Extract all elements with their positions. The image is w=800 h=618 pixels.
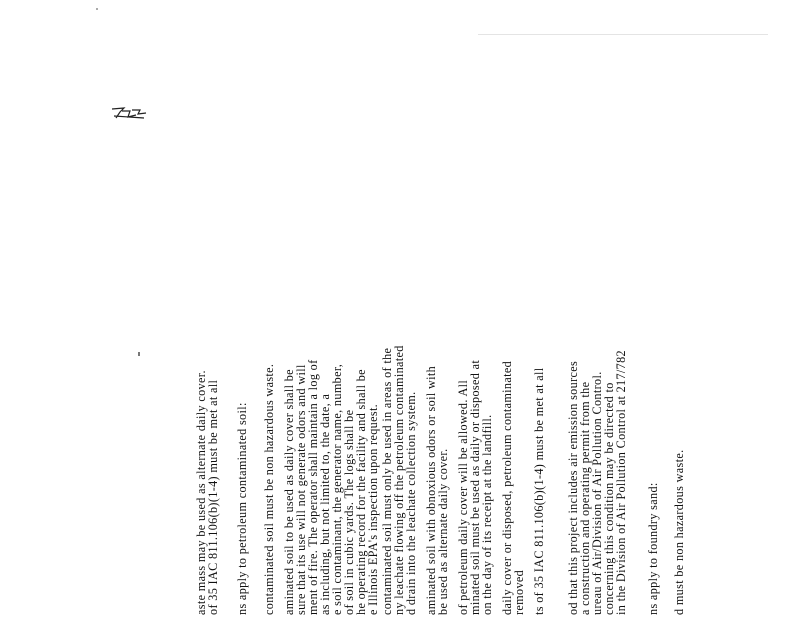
document-line: contaminated soil must only be used in areas of the <box>380 347 394 615</box>
scan-edge-line <box>478 34 768 35</box>
document-line: of soil in cubic yards. The logs shall be <box>342 409 356 615</box>
document-line: of 35 IAC 811.106(b)(1-4) must be met at all <box>206 379 220 615</box>
document-line: removed <box>512 569 526 615</box>
document-line: aminated soil to be used as daily cover shall be <box>282 369 296 615</box>
document-line: contaminated soil must be non hazardous waste. <box>262 363 276 615</box>
document-line: ts of 35 IAC 811.106(b)(1-4) must be met at all <box>532 367 546 615</box>
document-line: aste mass may be used as alternate daily cover. <box>194 370 208 615</box>
document-line: sure that its use will not generate odors and will <box>294 364 308 615</box>
document-line: d drain into the leachate collection system. <box>404 391 418 615</box>
document-line: ny leachate flowing off the petroleum contaminated <box>392 345 406 615</box>
document-line: in the Division of Air Pollution Control at 217/782 <box>614 350 628 615</box>
document-line: d must be non hazardous waste. <box>672 449 686 615</box>
document-line: on the day of its receipt at the landfill. <box>480 414 494 615</box>
document-line: he operating record for the facility and shall be <box>354 369 368 615</box>
document-line: od that this project includes air emission sources <box>566 360 580 615</box>
document-line: concerning this condition may be directed to <box>602 382 616 615</box>
document-line: ureau of Air/Division of Air Pollution Control. <box>590 371 604 615</box>
document-line: ment of fire. The operator shall maintain a log of <box>306 359 320 615</box>
scan-speck <box>138 352 140 356</box>
document-line: minated soil must be used as daily or disposed at <box>468 359 482 615</box>
document-line: e Illinois EPA's inspection upon request. <box>366 403 380 615</box>
document-line: ns apply to foundry sand: <box>646 482 660 615</box>
document-line: as including, but not limited to, the date, a <box>318 393 332 615</box>
document-line: ns apply to petroleum contaminated soil: <box>235 402 249 615</box>
document-line: of petroleum daily cover will be allowed. All <box>456 379 470 615</box>
document-line: a construction and operating permit from the <box>578 381 592 615</box>
document-line: e soil contaminant, the generator name, number, <box>330 363 344 615</box>
scan-smudge-mark <box>110 106 150 120</box>
document-line: aminated soil with obnoxious odors or soil with <box>424 365 438 615</box>
document-line: be used as alternate daily cover. <box>436 448 450 615</box>
document-line: daily cover or disposed, petroleum contaminated <box>500 360 514 615</box>
scan-speck <box>96 8 98 10</box>
